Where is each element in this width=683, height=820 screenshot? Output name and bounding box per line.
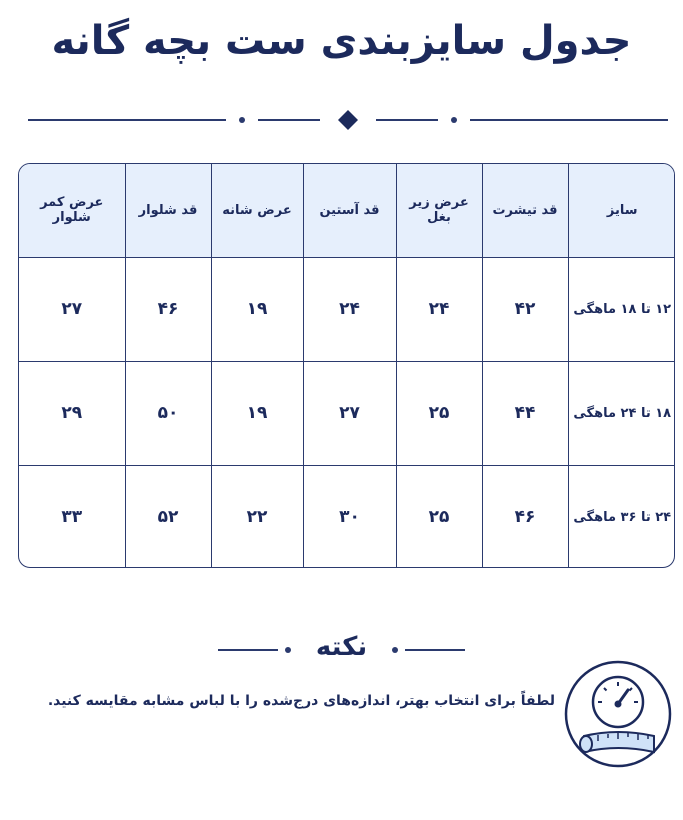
cell-sleeve-length: ۳۰ bbox=[303, 465, 396, 568]
table-row bbox=[19, 361, 675, 465]
cell-size: ۲۴ تا ۳۶ ماهگی bbox=[568, 465, 675, 568]
header-waist-width: عرض کمر شلوار bbox=[19, 164, 125, 257]
cell-shoulder-width: ۱۹ bbox=[211, 257, 303, 361]
cell-chest-width: ۲۵ bbox=[396, 361, 482, 465]
cell-sleeve-length: ۲۴ bbox=[303, 257, 396, 361]
header-pants-length: قد شلوار bbox=[125, 164, 211, 257]
table-header-row bbox=[19, 164, 675, 257]
cell-size: ۱۲ تا ۱۸ ماهگی bbox=[568, 257, 675, 361]
header-sleeve-length: قد آستین bbox=[303, 164, 396, 257]
cell-waist-width: ۳۳ bbox=[19, 465, 125, 568]
note-text: لطفاً برای انتخاب بهتر، اندازه‌های درج‌شده را با لباس مشابه مقایسه کنید. bbox=[47, 693, 555, 709]
header-size: سایز bbox=[568, 164, 675, 257]
header-shoulder-width: عرض شانه bbox=[211, 164, 303, 257]
cell-pants-length: ۵۲ bbox=[125, 465, 211, 568]
table-row bbox=[19, 465, 675, 568]
cell-shirt-length: ۴۶ bbox=[482, 465, 568, 568]
header-shirt-length: قد تیشرت bbox=[482, 164, 568, 257]
cell-shirt-length: ۴۴ bbox=[482, 361, 568, 465]
cell-sleeve-length: ۲۷ bbox=[303, 361, 396, 465]
cell-shoulder-width: ۲۲ bbox=[211, 465, 303, 568]
tape-measure-gauge-icon bbox=[562, 658, 674, 770]
cell-waist-width: ۲۹ bbox=[19, 361, 125, 465]
cell-pants-length: ۴۶ bbox=[125, 257, 211, 361]
cell-shoulder-width: ۱۹ bbox=[211, 361, 303, 465]
note-heading bbox=[200, 632, 483, 672]
table-row bbox=[19, 257, 675, 361]
cell-chest-width: ۲۵ bbox=[396, 465, 482, 568]
title-divider bbox=[28, 108, 668, 132]
cell-shirt-length: ۴۲ bbox=[482, 257, 568, 361]
note-title: نکته bbox=[315, 632, 368, 662]
cell-pants-length: ۵۰ bbox=[125, 361, 211, 465]
cell-size: ۱۸ تا ۲۴ ماهگی bbox=[568, 361, 675, 465]
cell-waist-width: ۲۷ bbox=[19, 257, 125, 361]
cell-chest-width: ۲۴ bbox=[396, 257, 482, 361]
page-title: جدول سایزبندی ست بچه گانه bbox=[51, 18, 632, 64]
header-chest-width: عرض زیر بغل bbox=[396, 164, 482, 257]
size-table bbox=[18, 163, 675, 568]
